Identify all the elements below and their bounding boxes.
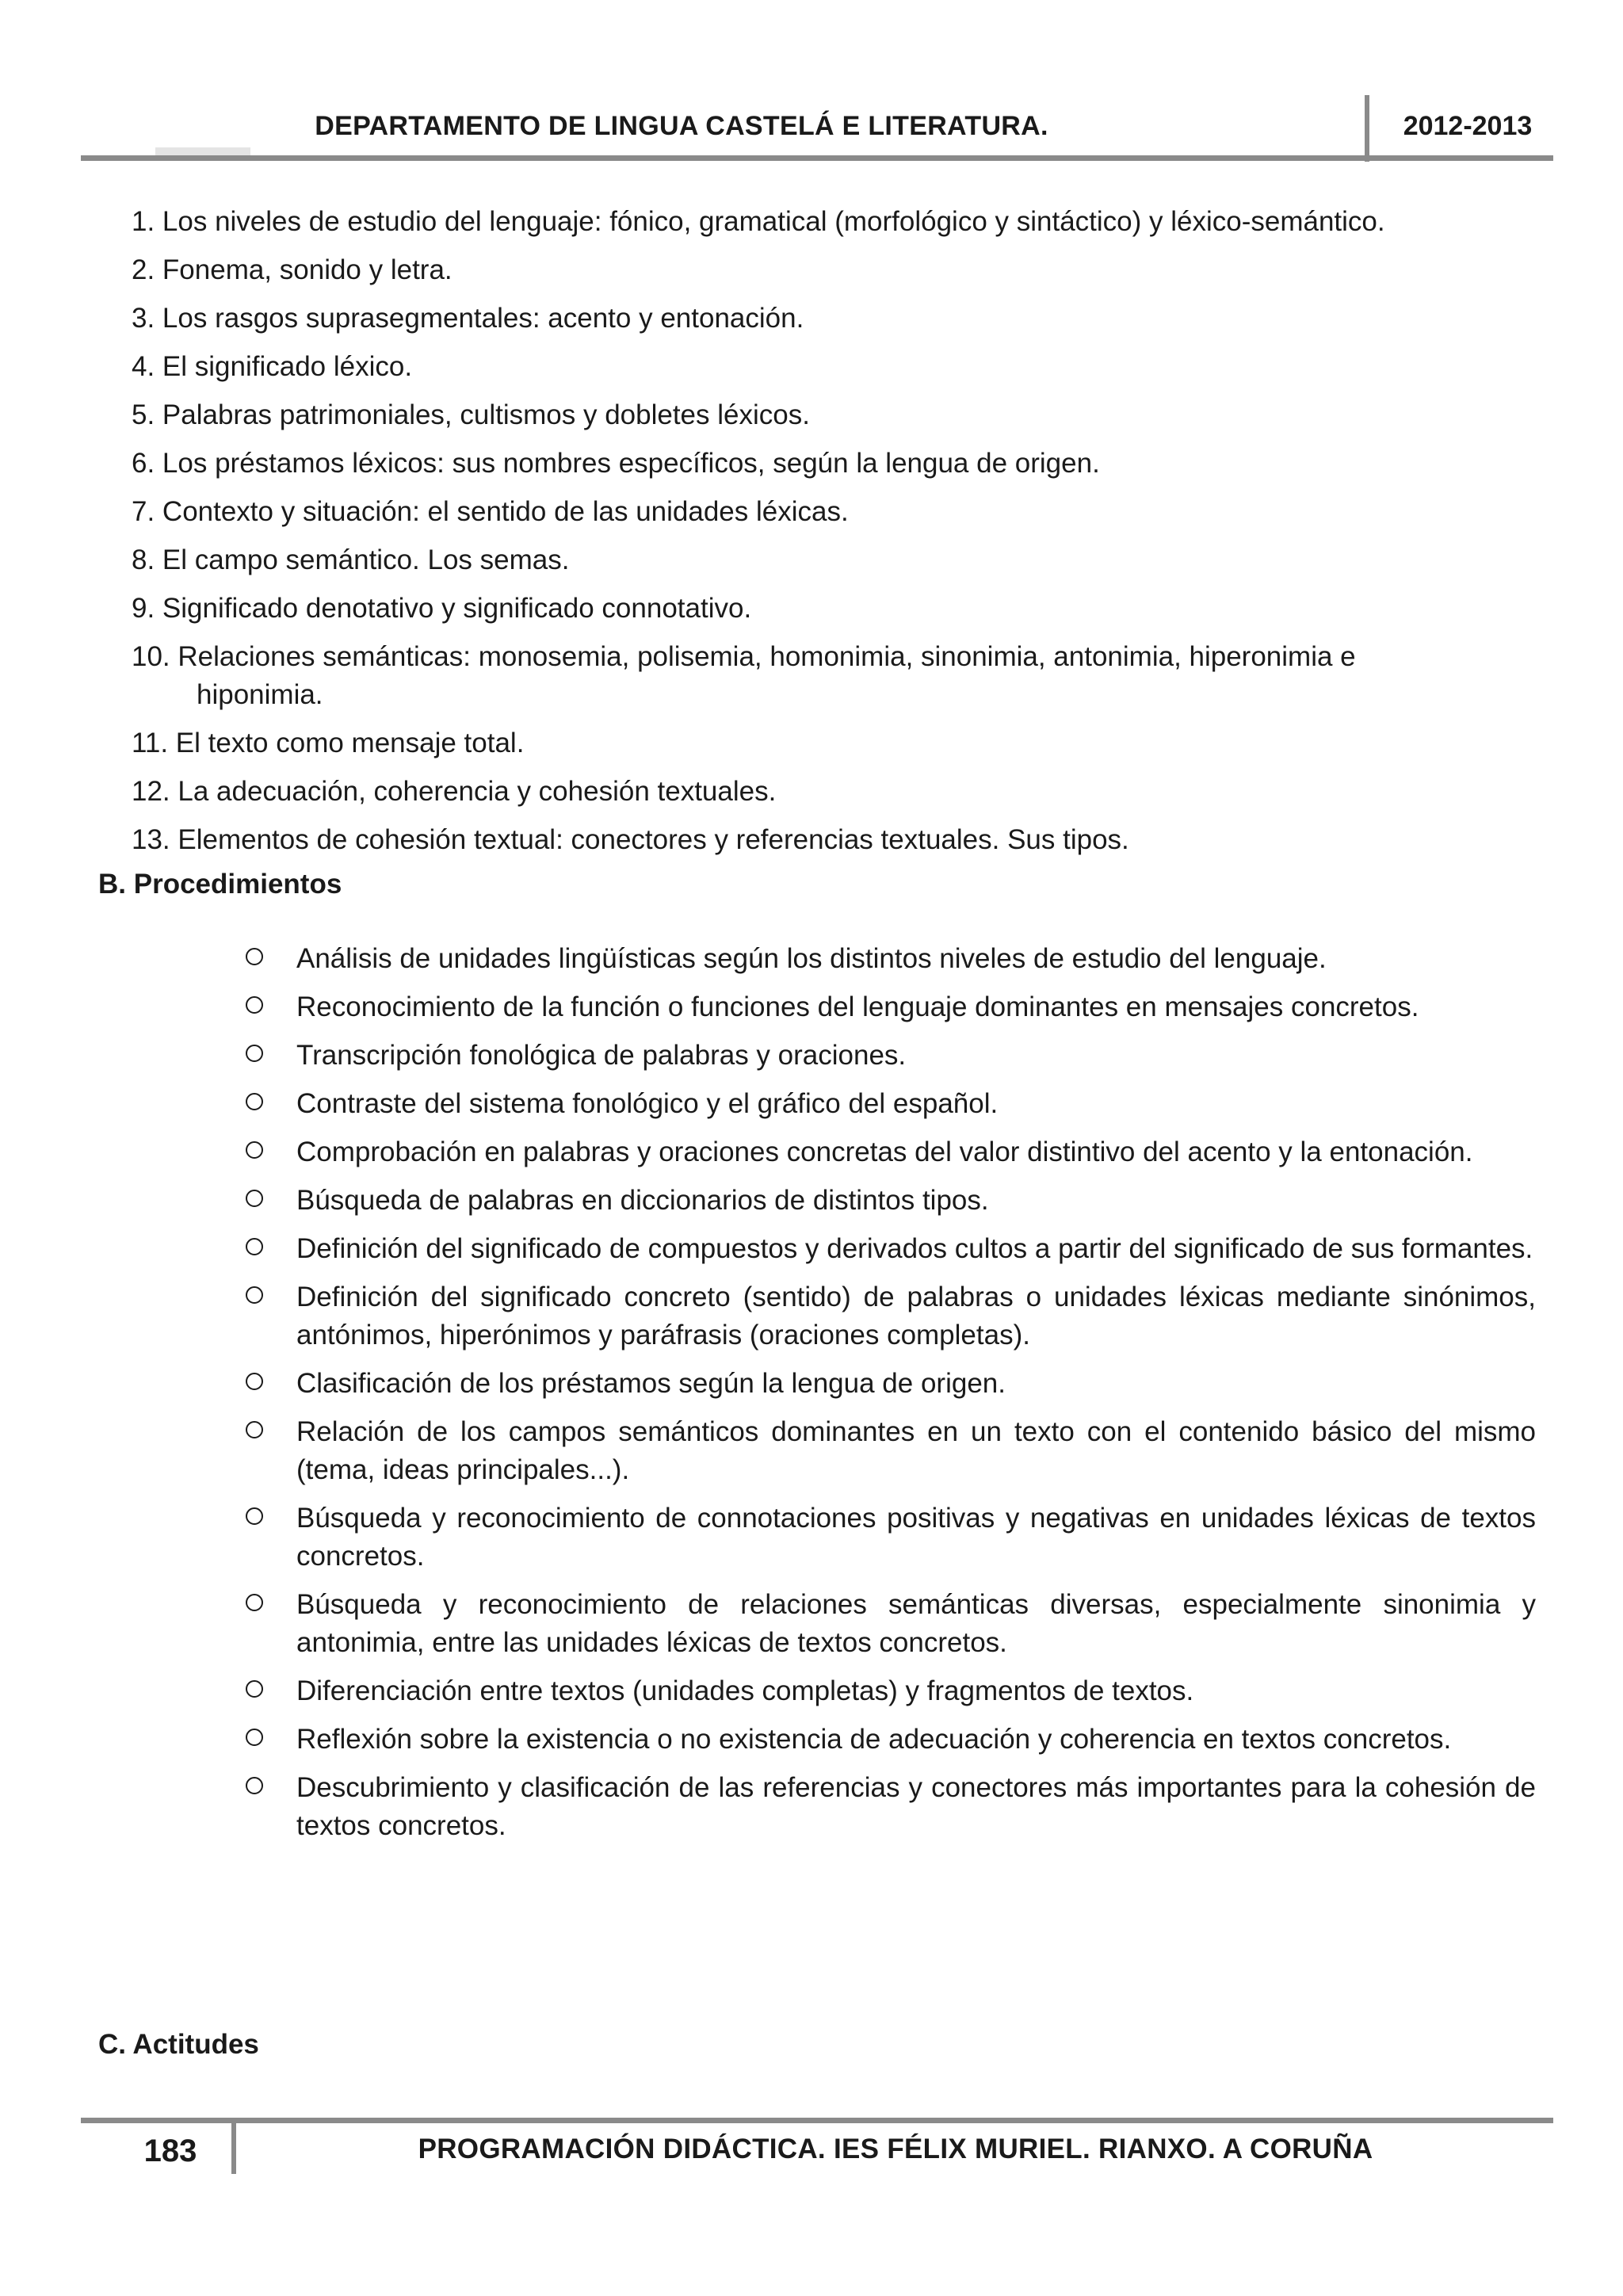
list-item xyxy=(246,1278,1536,1354)
list-item-text: Contraste del sistema fonológico y el gráfico del español. xyxy=(296,1088,999,1119)
list-item: 13. Elementos de cohesión textual: conectores y referencias textuales. Sus tipos. xyxy=(132,824,1129,855)
list-item-text: Definición del significado concreto (sentido) de palabras o unidades léxicas mediante sinónimos, antónimos, hiperónimos y paráfrasis (oraciones completas). xyxy=(296,1282,1536,1350)
list-item xyxy=(246,1721,1536,1759)
list-item xyxy=(246,1133,1536,1171)
circle-bullet-icon xyxy=(246,1680,263,1698)
footer-text: PROGRAMACIÓN DIDÁCTICA. IES FÉLIX MURIEL. RIANXO. A CORUÑA xyxy=(418,2134,1373,2164)
list-item: 7. Contexto y situación: el sentido de las unidades léxicas. xyxy=(132,496,849,527)
list-item: 2. Fonema, sonido y letra. xyxy=(132,254,453,285)
circle-bullet-icon xyxy=(246,1286,263,1304)
list-item-text: Búsqueda de palabras en diccionarios de distintos tipos. xyxy=(296,1185,989,1216)
list-item xyxy=(246,1230,1536,1268)
circle-bullet-icon xyxy=(246,1190,263,1207)
list-item-text: Búsqueda y reconocimiento de relaciones semánticas diversas, especialmente sinonimia y antonimia, entre las unidades léxicas de textos concretos. xyxy=(296,1589,1536,1658)
list-item xyxy=(246,1586,1536,1662)
list-item-text: Diferenciación entre textos (unidades completas) y fragmentos de textos. xyxy=(296,1675,1194,1706)
circle-bullet-icon xyxy=(246,1141,263,1159)
list-item-text: Reflexión sobre la existencia o no existencia de adecuación y coherencia en textos concretos. xyxy=(296,1724,1452,1755)
circle-bullet-icon xyxy=(246,1045,263,1062)
list-item-continuation: hiponimia. xyxy=(197,679,323,710)
list-item-text: Relación de los campos semánticos dominantes en un texto con el contenido básico del mismo (tema, ideas principales...). xyxy=(296,1416,1536,1485)
list-item: 1. Los niveles de estudio del lenguaje: fónico, gramatical (morfológico y sintáctico) y léxico-semántico. xyxy=(132,206,1385,237)
list-item: 9. Significado denotativo y significado connotativo. xyxy=(132,593,752,624)
list-item: 8. El campo semántico. Los semas. xyxy=(132,544,570,575)
section-c-heading: C. Actitudes xyxy=(98,2029,259,2060)
section-b-heading: B. Procedimientos xyxy=(98,869,342,900)
footer-divider xyxy=(231,2123,236,2174)
list-item: 12. La adecuación, coherencia y cohesión textuales. xyxy=(132,776,777,807)
circle-bullet-icon xyxy=(246,1093,263,1110)
list-item: 11. El texto como mensaje total. xyxy=(132,728,525,758)
list-item: 3. Los rasgos suprasegmentales: acento y entonación. xyxy=(132,303,804,334)
list-item-text: Definición del significado de compuestos y derivados cultos a partir del significado de sus formantes. xyxy=(296,1233,1533,1264)
circle-bullet-icon xyxy=(246,1777,263,1794)
list-item-text: 10. Relaciones semánticas: monosemia, polisemia, homonimia, sinonimia, antonimia, hiperonimia e xyxy=(132,641,1356,672)
list-item: 6. Los préstamos léxicos: sus nombres específicos, según la lengua de origen. xyxy=(132,448,1100,479)
circle-bullet-icon xyxy=(246,1729,263,1746)
header-year: 2012-2013 xyxy=(1403,111,1533,141)
circle-bullet-icon xyxy=(246,1594,263,1611)
list-item xyxy=(246,1769,1536,1845)
circle-bullet-icon xyxy=(246,996,263,1014)
list-item xyxy=(246,940,1536,978)
circle-bullet-icon xyxy=(246,948,263,965)
list-item xyxy=(246,1413,1536,1489)
circle-bullet-icon xyxy=(246,1373,263,1390)
header-title: DEPARTAMENTO DE LINGUA CASTELÁ E LITERATURA. xyxy=(315,111,1048,141)
list-item-text: Comprobación en palabras y oraciones concretas del valor distintivo del acento y la entonación. xyxy=(296,1137,1473,1167)
list-item-text: Reconocimiento de la función o funciones del lenguaje dominantes en mensajes concretos. xyxy=(296,991,1419,1022)
circle-bullet-icon xyxy=(246,1238,263,1255)
list-item: 5. Palabras patrimoniales, cultismos y dobletes léxicos. xyxy=(132,399,810,430)
list-item xyxy=(246,1365,1536,1403)
contents-list xyxy=(132,203,1539,869)
list-item-text: Análisis de unidades lingüísticas según los distintos niveles de estudio del lenguaje. xyxy=(296,943,1327,974)
header-rule xyxy=(81,155,1553,161)
list-item-text: Descubrimiento y clasificación de las referencias y conectores más importantes para la cohesión de textos concretos. xyxy=(296,1772,1536,1841)
circle-bullet-icon xyxy=(246,1421,263,1438)
list-item xyxy=(132,638,1539,714)
list-item xyxy=(246,1182,1536,1220)
list-item-text: Clasificación de los préstamos según la lengua de origen. xyxy=(296,1368,1006,1399)
list-item xyxy=(246,1672,1536,1710)
header-divider xyxy=(1365,95,1369,162)
list-item-text: Búsqueda y reconocimiento de connotaciones positivas y negativas en unidades léxicas de textos concretos. xyxy=(296,1503,1536,1572)
list-item xyxy=(246,1037,1536,1075)
procedures-list xyxy=(246,940,1536,1855)
circle-bullet-icon xyxy=(246,1507,263,1525)
list-item xyxy=(246,1085,1536,1123)
list-item xyxy=(246,1499,1536,1576)
list-item xyxy=(246,988,1536,1026)
list-item: 4. El significado léxico. xyxy=(132,351,413,382)
list-item-text: Transcripción fonológica de palabras y oraciones. xyxy=(296,1040,907,1071)
footer-rule xyxy=(81,2118,1553,2123)
page-number: 183 xyxy=(143,2134,197,2168)
header-logo-fragment xyxy=(155,147,250,155)
